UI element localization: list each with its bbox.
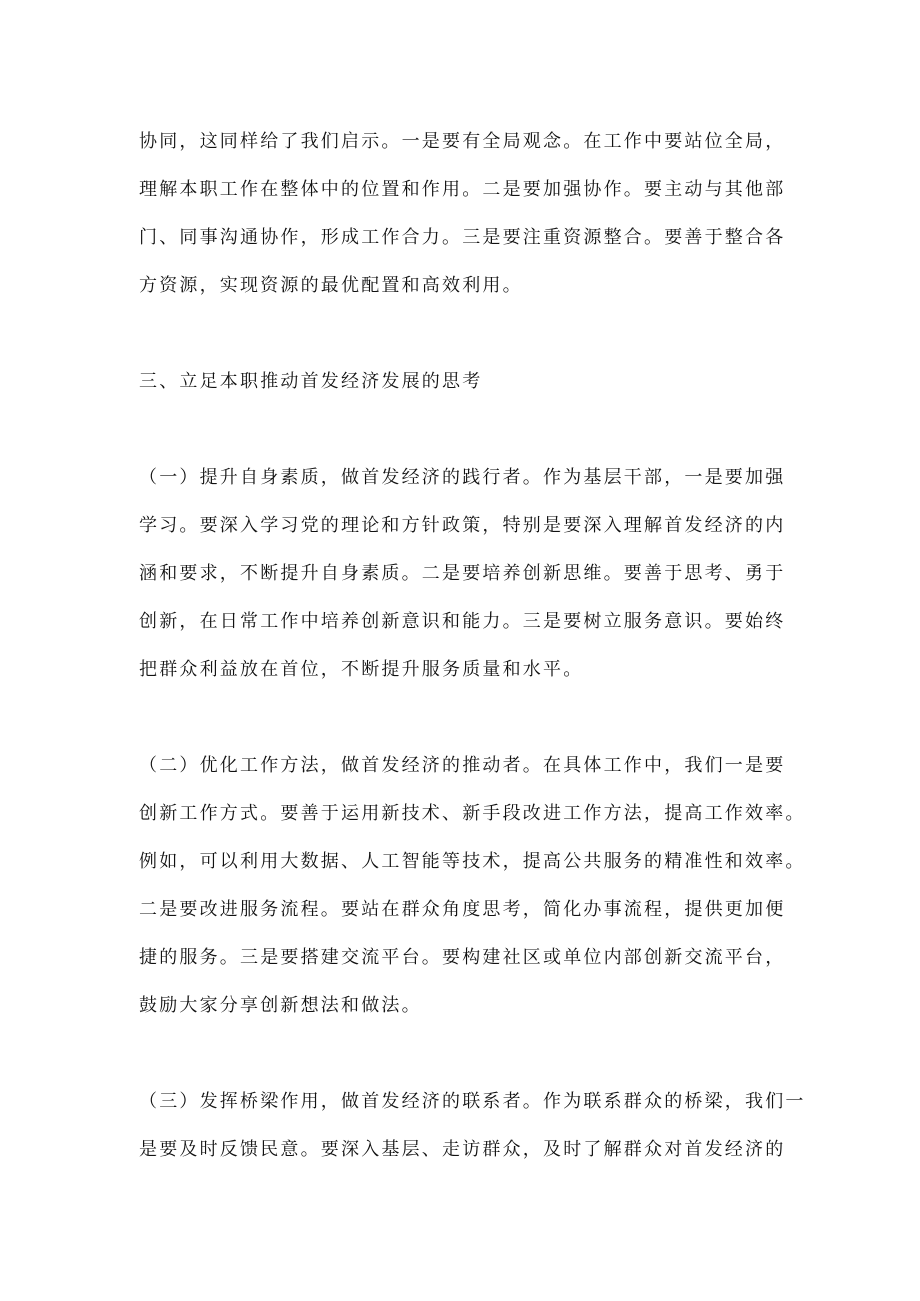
text-line: （三）发挥桥梁作用，做首发经济的联系者。作为联系群众的桥梁，我们一 (139, 1091, 806, 1112)
section-heading-3: 三、立足本职推动首发经济发展的思考 (139, 371, 483, 392)
text-line: 例如，可以利用大数据、人工智能等技术，提高公共服务的精准性和效率。 (139, 851, 806, 872)
text-line: （二）优化工作方法，做首发经济的推动者。在具体工作中，我们一是要 (139, 755, 786, 776)
text-line: 创新，在日常工作中培养创新意识和能力。三是要树立服务意识。要始终 (139, 611, 786, 632)
paragraph-gap (139, 406, 799, 454)
text-line: 学习。要深入学习党的理论和方针政策，特别是要深入理解首发经济的内 (139, 515, 786, 536)
document-body (139, 118, 806, 1174)
paragraph-gap (139, 310, 799, 358)
text-line: 捷的服务。三是要搭建交流平台。要构建社区或单位内部创新交流平台， (139, 947, 786, 968)
paragraph-gap (139, 694, 799, 742)
text-line: 创新工作方式。要善于运用新技术、新手段改进工作方法，提高工作效率。 (139, 803, 806, 824)
text-line: 是要及时反馈民意。要深入基层、走访群众，及时了解群众对首发经济的 (139, 1139, 786, 1160)
text-line: 门、同事沟通协作，形成工作合力。三是要注重资源整合。要善于整合各 (139, 227, 786, 248)
text-line: 方资源，实现资源的最优配置和高效利用。 (139, 275, 523, 296)
text-line: 涵和要求，不断提升自身素质。二是要培养创新思维。要善于思考、勇于 (139, 563, 786, 584)
paragraph-gap (139, 1030, 799, 1078)
paragraph-bridge-role (139, 1078, 806, 1174)
text-line: （一）提升自身素质，做首发经济的践行者。作为基层干部，一是要加强 (139, 467, 786, 488)
text-line: 把群众利益放在首位，不断提升服务质量和水平。 (139, 659, 584, 680)
text-line: 二是要改进服务流程。要站在群众角度思考，简化办事流程，提供更加便 (139, 899, 786, 920)
paragraph-optimize-methods (139, 742, 806, 1030)
paragraph-improve-quality (139, 454, 799, 694)
text-line: 鼓励大家分享创新想法和做法。 (139, 995, 422, 1016)
text-line: 理解本职工作在整体中的位置和作用。二是要加强协作。要主动与其他部 (139, 179, 786, 200)
text-line: 协同，这同样给了我们启示。一是要有全局观念。在工作中要站位全局， (139, 131, 786, 152)
paragraph-resource-collaboration (139, 118, 799, 310)
